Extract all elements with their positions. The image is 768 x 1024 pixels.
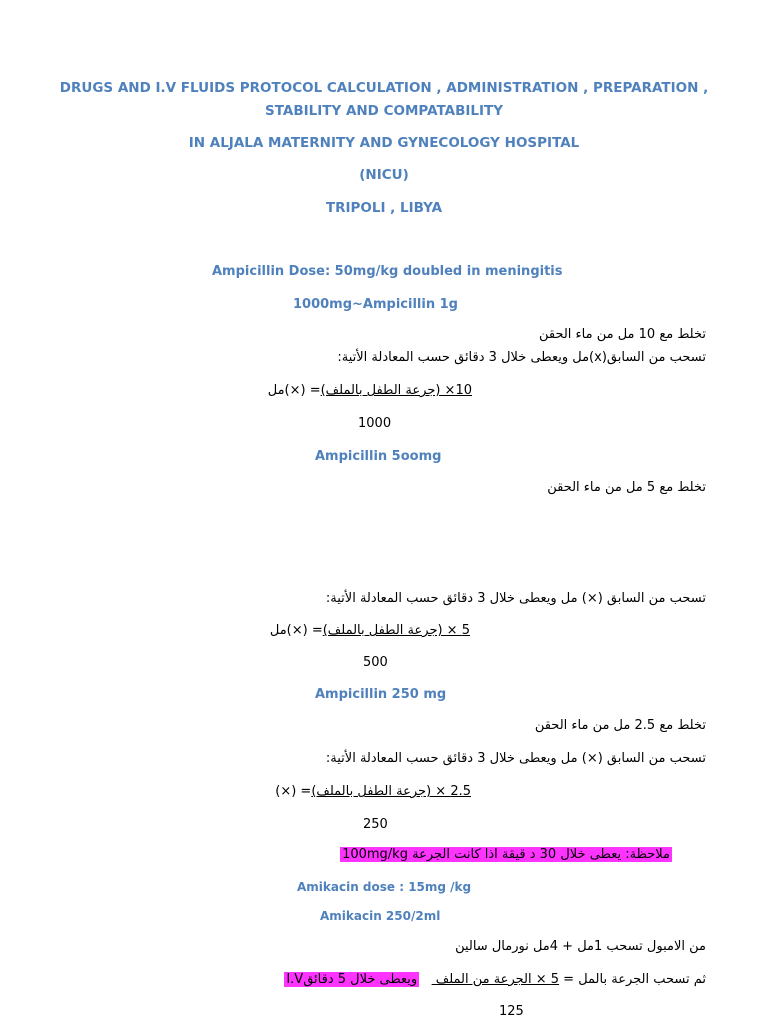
ampicillin-500-draw-instruction: تسحب من السابق (×) مل ويعطى خلال 3 دقائق حسب المعادلة الأتية: xyxy=(325,591,706,606)
amikacin-subtitle: Amikacin 250/2ml xyxy=(320,909,441,923)
hospital-name: IN ALJALA MATERNITY AND GYNECOLOGY HOSPITAL xyxy=(188,135,580,151)
formula-result: = (×) xyxy=(275,784,312,799)
ampicillin-250-draw-instruction: تسحب من السابق (×) مل ويعطى خلال 3 دقائق حسب المعادلة الأتية: xyxy=(325,751,706,766)
formula-result: = (×)مل xyxy=(269,623,323,638)
highlighted-admin-note: ويعطى خلال 5 دقائقI.V xyxy=(286,972,418,987)
ampicillin-dose-title: Ampicillin Dose: 50mg/kg doubled in meningitis xyxy=(212,264,563,279)
ampicillin-500-mix-instruction: تخلط مع 5 مل من ماء الحقن xyxy=(547,480,706,495)
ampicillin-250-note xyxy=(340,847,672,862)
ampicillin-250-formula xyxy=(275,784,471,799)
doc-title-line-2: STABILITY AND COMPATABILITY xyxy=(264,103,503,119)
ampicillin-1g-formula xyxy=(268,383,472,398)
formula-numerator: 10× (جرعة الطفل بالملف) xyxy=(320,383,472,398)
dose-prefix: ثم تسحب الجرعة بالمل = xyxy=(559,972,706,987)
formula-result: = (×)مل xyxy=(267,383,321,398)
ampicillin-1g-subtitle: 1000mg~Ampicillin 1g xyxy=(293,297,458,312)
ampicillin-1g-mix-instruction: تخلط مع 10 مل من ماء الحقن xyxy=(538,327,706,342)
amikacin-dose-instruction xyxy=(284,972,706,987)
highlighted-note: ملاحظة: يعطى خلال 30 د قيقة اذا كانت الجرعة 100mg/kg xyxy=(342,847,670,862)
formula-numerator: 2.5 × (جرعة الطفل بالملف) xyxy=(311,784,471,799)
amikacin-dose-title: Amikacin dose : 15mg /kg xyxy=(297,880,472,894)
ampicillin-500-title: Ampicillin 5oomg xyxy=(315,449,442,464)
ampicillin-250-mix-instruction: تخلط مع 2.5 مل من ماء الحقن xyxy=(534,718,706,733)
ampicillin-500-denominator: 500 xyxy=(363,655,388,670)
amikacin-dilution-instruction: من الامبول تسحب 1مل + 4مل نورمال سالين xyxy=(455,939,706,954)
location: TRIPOLI , LIBYA xyxy=(325,200,443,216)
ampicillin-1g-draw-instruction: تسحب من السابق(x)مل ويعطى خلال 3 دقائق حسب المعادلة الأتية: xyxy=(337,350,706,365)
formula-numerator: 5 × (جرعة الطفل بالملف) xyxy=(322,623,470,638)
page-number: 125 xyxy=(499,1004,524,1019)
unit-name: (NICU) xyxy=(359,167,409,183)
doc-title-line-1: DRUGS AND I.V FLUIDS PROTOCOL CALCULATION , ADMINISTRATION , PREPARATION , xyxy=(59,80,709,96)
ampicillin-500-formula xyxy=(270,623,470,638)
ampicillin-250-denominator: 250 xyxy=(363,817,388,832)
ampicillin-250-title: Ampicillin 250 mg xyxy=(315,687,447,702)
dose-formula: 5 × الجرعة من الملف xyxy=(431,972,560,987)
ampicillin-1g-denominator: 1000 xyxy=(358,416,392,431)
